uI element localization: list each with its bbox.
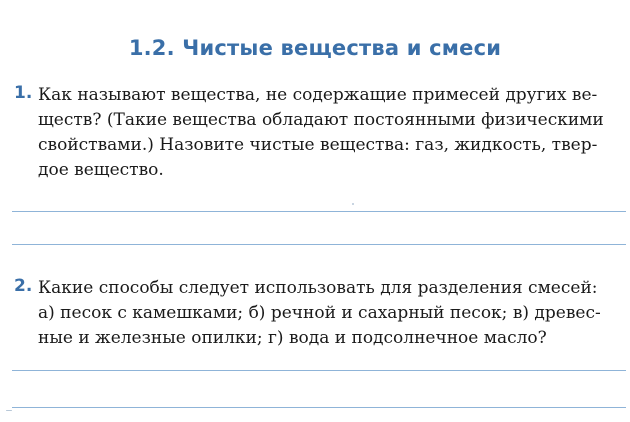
answer-line[interactable] bbox=[12, 407, 626, 408]
paper-speck bbox=[352, 203, 354, 205]
question-text-line: дое вещество. bbox=[38, 160, 164, 180]
question-text-line: ные и железные опилки; г) вода и подсолнечное масло? bbox=[38, 328, 547, 348]
section-title: 1.2. Чистые вещества и смеси bbox=[128, 36, 502, 60]
answer-line[interactable] bbox=[12, 211, 626, 212]
paper-speck bbox=[6, 410, 12, 411]
question-number: 1. bbox=[14, 83, 33, 103]
answer-line[interactable] bbox=[12, 244, 626, 245]
question-text-line: свойствами.) Назовите чистые вещества: газ, жидкость, твер- bbox=[38, 135, 598, 155]
question-text-line: а) песок с камешками; б) речной и сахарный песок; в) древес- bbox=[38, 303, 601, 323]
question-number: 2. bbox=[14, 276, 33, 296]
question-text-line: Какие способы следует использовать для разделения смесей: bbox=[38, 278, 598, 298]
question-text-line: Как называют вещества, не содержащие примесей других ве- bbox=[38, 85, 598, 105]
question-text-line: ществ? (Такие вещества обладают постоянными физическими bbox=[38, 110, 604, 130]
answer-line[interactable] bbox=[12, 370, 626, 371]
